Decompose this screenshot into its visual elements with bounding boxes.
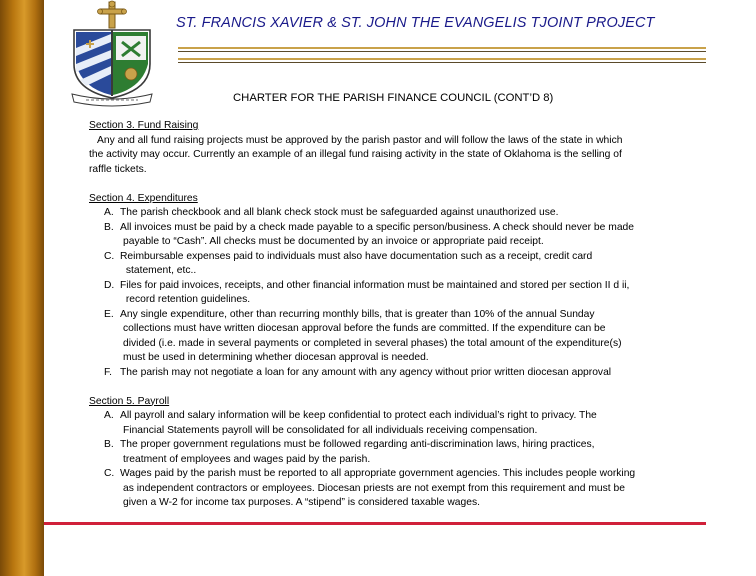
list-marker: D.: [104, 279, 115, 291]
list-marker: E.: [104, 308, 114, 320]
list-marker: A.: [104, 207, 114, 218]
section-heading: Section 3. Fund Raising: [89, 120, 199, 131]
list-text: Wages paid by the parish must be reported to all appropriate government agencies. This includes people working: [120, 468, 636, 479]
list-item: [89, 308, 729, 323]
list-text: The proper government regulations must be followed regarding anti-discrimination laws, hiring practices,: [120, 439, 595, 450]
paragraph-line: Any and all fund raising projects must be approved by the parish pastor and will follow the laws of the state in which: [89, 134, 623, 146]
list-item: [89, 279, 729, 294]
list-marker: C.: [104, 250, 115, 262]
section-heading: Section 5. Payroll: [89, 395, 170, 407]
page-title: ST. FRANCIS XAVIER & ST. JOHN THE EVANGELIS TJOINT PROJECT: [176, 15, 655, 31]
list-text: as independent contractors or employees. Diocesan priests are not exempt from this requirement and must be: [123, 482, 625, 494]
list-text: payable to “Cash”. All checks must be documented by an invoice or appropriate paid receipt.: [123, 236, 544, 247]
list-marker: A.: [104, 410, 114, 421]
list-text: All payroll and salary information will be keep confidential to protect each individual’s right to privacy. The: [120, 410, 597, 421]
list-text: statement, etc..: [123, 265, 197, 276]
paragraph-line: raffle tickets.: [89, 163, 147, 175]
document-body: [89, 119, 729, 511]
side-accent-bar: [0, 0, 44, 576]
list-text: Any single expenditure, other than recurring monthly bills, that is greater than 10% of the annual Sunday: [120, 308, 595, 320]
section-heading: Section 4. Expenditures: [89, 192, 198, 204]
list-text: The parish may not negotiate a loan for any amount with any agency without prior written diocesan approval: [120, 366, 612, 378]
header-divider: [178, 62, 706, 63]
list-text: divided (i.e. made in several payments or completed in several phases) the total amount of the expenditure(s): [123, 337, 622, 349]
diocesan-crest-icon: [62, 0, 162, 108]
paragraph-line: the activity may occur. Currently an example of an illegal fund raising activity in the state of Oklahoma is the selling of: [89, 149, 622, 160]
list-item: [89, 438, 729, 453]
list-text: given a W-2 for income tax purposes. A “stipend” is considered taxable wages.: [123, 497, 480, 508]
list-item: [89, 409, 729, 424]
list-item: [89, 250, 729, 265]
document-subtitle: CHARTER FOR THE PARISH FINANCE COUNCIL (CONT’D 8): [233, 92, 554, 104]
list-text: Financial Statements payroll will be consolidated for all individuals receiving compensation.: [123, 424, 538, 436]
list-text: The parish checkbook and all blank check stock must be safeguarded against unauthorized use.: [120, 207, 559, 218]
list-marker: B.: [104, 439, 114, 450]
list-item: [89, 467, 729, 482]
list-text: must be used in determining whether diocesan approval is needed.: [123, 352, 429, 363]
list-marker: B.: [104, 221, 114, 233]
list-item: [89, 366, 729, 381]
list-text: treatment of employees and wages paid by the parish.: [123, 453, 371, 465]
header-divider: [178, 58, 706, 60]
list-text: collections must have written diocesan approval before the funds are committed. If the expenditure can be: [123, 323, 606, 334]
list-text: record retention guidelines.: [123, 294, 251, 305]
list-item: [89, 206, 729, 221]
footer-divider: [44, 522, 706, 525]
list-text: Reimbursable expenses paid to individuals must also have documentation such as a receipt, credit card: [120, 250, 593, 262]
header-divider: [178, 47, 706, 49]
list-item: [89, 221, 729, 236]
list-marker: C.: [104, 468, 115, 479]
header-divider: [178, 51, 706, 52]
list-marker: F.: [104, 366, 113, 378]
list-text: All invoices must be paid by a check made payable to a specific person/business. A check should never be made: [120, 221, 634, 233]
list-text: Files for paid invoices, receipts, and other financial information must be maintained and stored per section II d ii,: [120, 279, 630, 291]
